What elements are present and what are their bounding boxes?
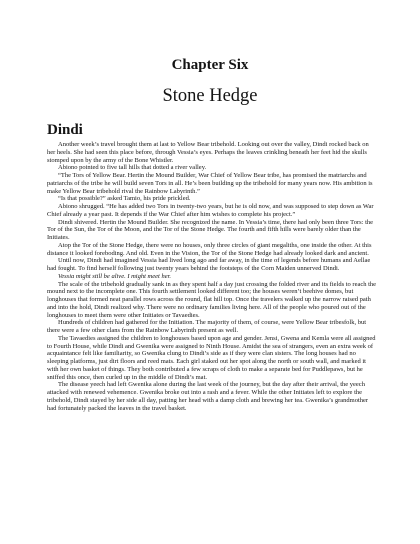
paragraph: Hundreds of children had gathered for the Initiation. The majority of them, of course, were Yellow Bear tribesfolk, but there were a few other clans from the Rainbow Labyrinth present as well.	[47, 319, 367, 334]
paragraph: The Tavaedies assigned the children to longhouses based upon age and gender. Jensi, Gwena and Kemla were all assigned to Fourth House, while Dindi and Gwenika were assigned to Ninth House. Amidst the sea of strangers, even an extra week of acquaintance felt like familiarity, so Gwenika clung to Dindi’s side as if they were clan sisters. The long houses had no sleeping platforms, just dirt floors and reed mats. Each girl staked out her spot along the north or south wall, and marked it with her own basket of things. They both contributed a few scraps of cloth to make a separate bed for Puddlepaws, but he sniffed this once, then curled up in the middle of Dindi’s mat.	[47, 334, 376, 381]
paragraph: The disease yeech had left Gwenika alone during the last week of the journey, but the day after their arrival, the yeech attacked with renewed vehemence. Gwenika broke out into a rash and a fever. While the other Initiates left to explore the tribehold, Dindi stayed by her side all day, patting her head with a damp cloth and brewing her tea. Gwenika’s grandmother had fortunately packed the leaves in the travel basket.	[47, 381, 369, 412]
body-text	[47, 141, 377, 412]
section-heading: Dindi	[47, 122, 83, 138]
paragraph: “Is that possible?” asked Tamio, his pride prickled.	[58, 195, 191, 203]
paragraph: Abiono pointed to five tall hills that dotted a river valley.	[58, 164, 207, 172]
paragraph: Abiono shrugged. “He has added two Tors in twenty-two years, but he is old now, and was supposed to step down as War Chief already a year past. It depends if the War Chief after him wishes to complete his project.”	[47, 203, 374, 218]
paragraph: Atop the Tor of the Stone Hedge, there were no houses, only three circles of giant megaliths, one inside the other. At this distance it looked foreboding. And old. Even in the Vision, the Tor of the Stone Hedge had already looked dark and ancient.	[47, 241, 372, 257]
chapter-label: Chapter Six	[171, 57, 249, 73]
paragraph: Vessia might still be alive. I might meet her.	[58, 272, 172, 280]
paragraph: Until now, Dindi had imagined Vessia had lived long ago and far away, in the time of legends before humans and Aellae had fought. To find herself following just twenty years behind the footsteps of the Corn Maiden unnerved Dindi.	[47, 257, 371, 272]
paragraph: Dindi shivered. Hertin the Mound Builder. She recognized the name. In Vessia’s time, there had only been three Tors: the Tor of the Sun, the Tor of the Moon, and the Tor of the Stone Hedge. The fourth and fifth hills were barely older than the Initiates.	[47, 218, 374, 241]
chapter-title: Stone Hedge	[162, 86, 258, 106]
paragraph: Another week’s travel brought them at last to Yellow Bear tribehold. Looking out over the valley, Dindi rocked back on her heels. She had seen this place before, through Vessia’s eyes. Perhaps the leaves crinkling beneath her feet hid the skulls stomped upon by the army of the Bone Whistler.	[47, 141, 369, 164]
paragraph: The scale of the tribehold gradually sank in as they spent half a day just crossing the folded river and its fields to reach the mound next to the incomplete one. This fourth settlement looked different too; the houses weren’t beehive domes, but longhouses that formed neat parallel rows across the round, flat hill top. Once the travelers walked up the narrow raised path and into the hold, Dindi realized why. There were no ordinary families living here. All of the people who poured out of the longhouses to meet them were other Initiates or Tavaedies.	[47, 280, 377, 319]
paragraph: “The Tors of Yellow Bear. Hertin the Mound Builder, War Chief of Yellow Bear tribe, has promised the matriarchs and patriarchs of the tribe he will build seven Tors in all. He’s been building up the tribehold for many years now. His ambition is make Yellow Bear tribehold rival the Rainbow Labyrinth.”	[47, 172, 373, 195]
